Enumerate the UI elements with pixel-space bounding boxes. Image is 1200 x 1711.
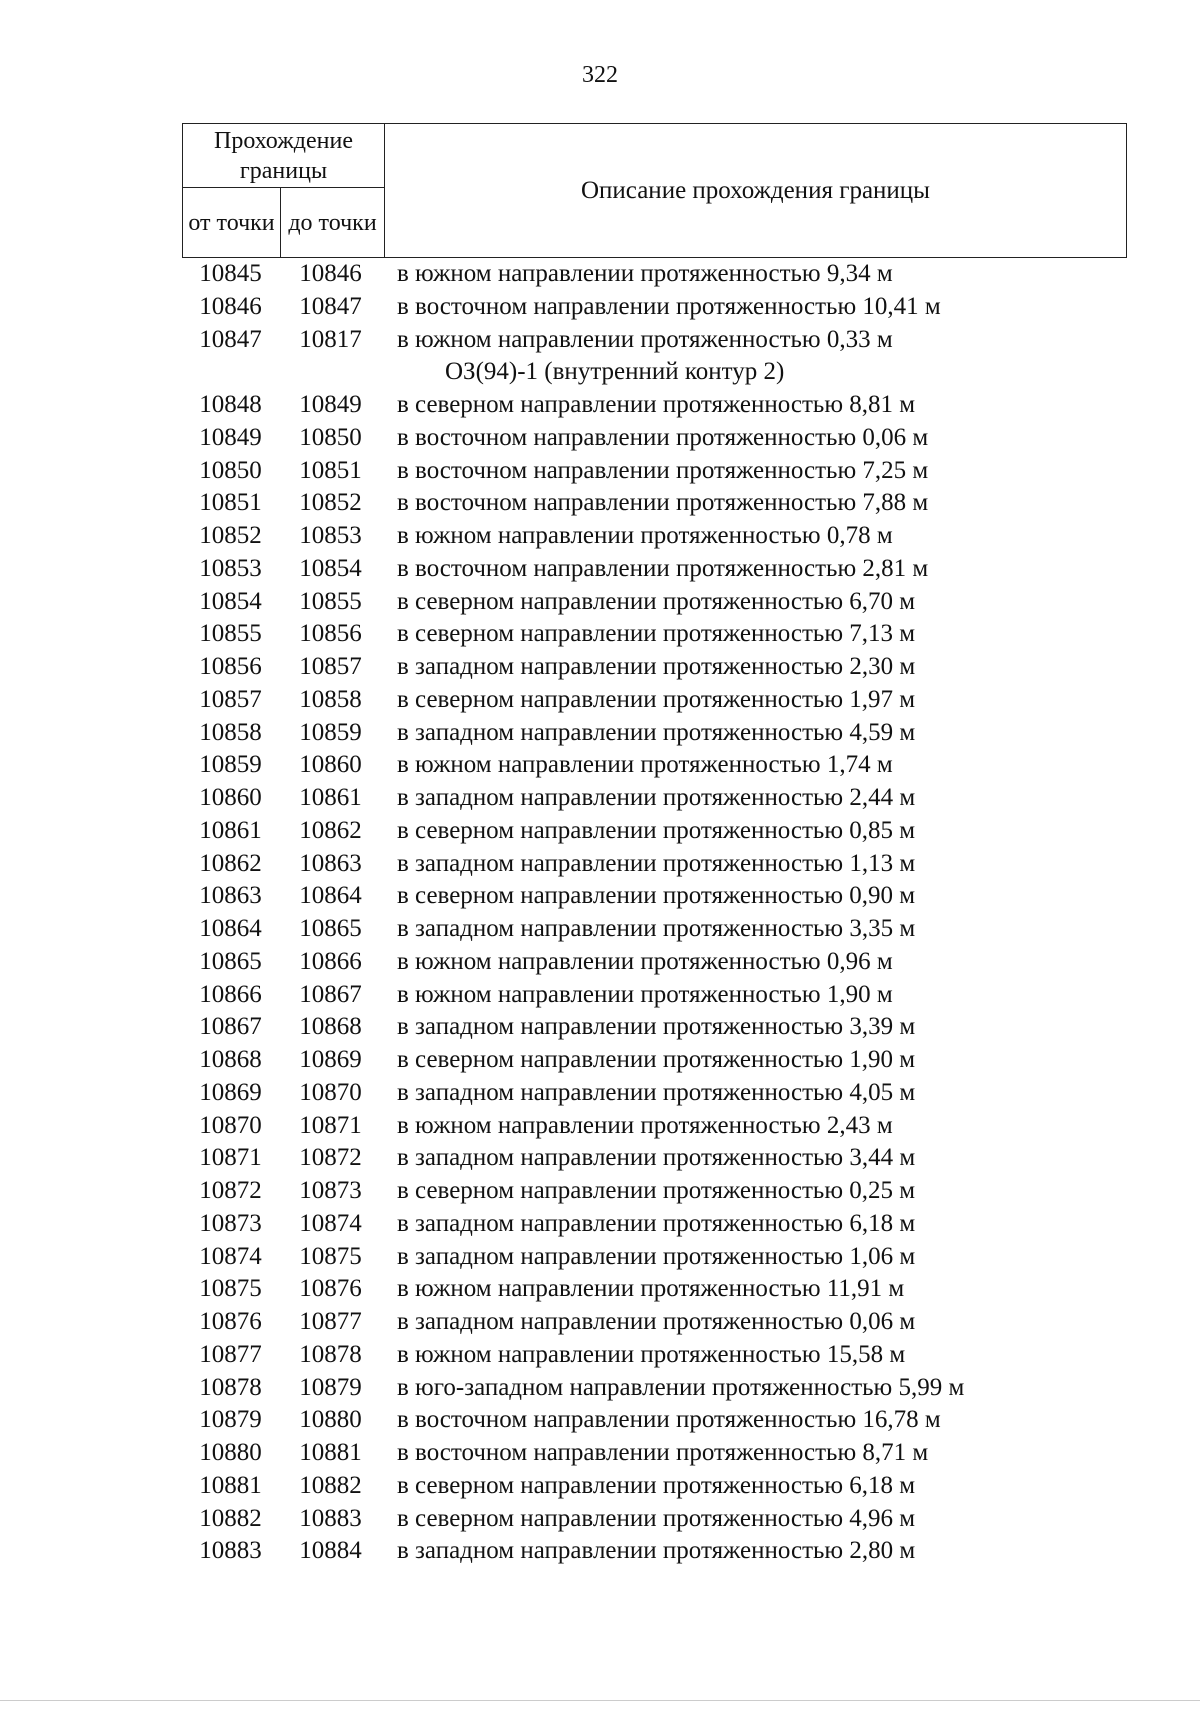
cell-from: 10872	[199, 1177, 262, 1204]
table-row	[182, 520, 1082, 553]
cell-from: 10851	[199, 489, 262, 517]
table-row	[182, 1372, 1082, 1405]
cell-to: 10875	[299, 1242, 362, 1270]
cell-to: 10856	[299, 620, 362, 648]
cell-to: 10866	[299, 947, 362, 975]
cell-description: в восточном направлении протяженностью 0,06 м	[397, 423, 929, 451]
table-row	[182, 553, 1082, 586]
cell-to: 10864	[299, 882, 362, 910]
table-row	[182, 815, 1082, 848]
table-row	[182, 389, 1082, 422]
table-row	[182, 1404, 1082, 1437]
cell-to: 10884	[299, 1537, 362, 1565]
cell-from: 10859	[199, 751, 262, 779]
cell-to: 10874	[299, 1209, 362, 1237]
cell-to: 10867	[299, 980, 362, 1008]
table-row	[182, 782, 1082, 815]
table-row	[182, 979, 1082, 1012]
cell-description: в южном направлении протяженностью 9,34 м	[397, 260, 893, 287]
header-from-label: от точки	[183, 188, 281, 258]
cell-to: 10871	[299, 1111, 362, 1139]
table-row	[182, 1077, 1082, 1110]
cell-from: 10853	[199, 554, 262, 582]
cell-from: 10858	[199, 718, 262, 746]
cell-from: 10868	[199, 1046, 262, 1073]
cell-to: 10868	[299, 1013, 362, 1041]
cell-from: 10881	[199, 1471, 262, 1499]
cell-to: 10851	[299, 456, 362, 484]
cell-description: в северном направлении протяженностью 6,70 м	[397, 587, 916, 615]
cell-description: в западном направлении протяженностью 6,18 м	[397, 1209, 916, 1237]
cell-from: 10848	[199, 391, 262, 418]
cell-description: в южном направлении протяженностью 15,58 м	[397, 1340, 906, 1368]
table-row	[182, 324, 1082, 357]
cell-to: 10883	[299, 1504, 362, 1532]
cell-description: в северном направлении протяженностью 0,25 м	[397, 1177, 916, 1204]
cell-from: 10849	[199, 423, 262, 451]
cell-to: 10869	[299, 1046, 362, 1073]
cell-description: в южном направлении протяженностью 0,96 м	[397, 947, 893, 975]
cell-from: 10862	[199, 849, 262, 877]
cell-from: 10845	[199, 260, 262, 287]
cell-description: в южном направлении протяженностью 11,91 м	[397, 1275, 905, 1303]
cell-description: в северном направлении протяженностью 0,90 м	[397, 882, 916, 910]
cell-from: 10846	[199, 292, 262, 320]
cell-from: 10880	[199, 1439, 262, 1466]
cell-description: в восточном направлении протяженностью 7,88 м	[397, 489, 929, 517]
cell-from: 10863	[199, 882, 262, 910]
cell-to: 10879	[299, 1373, 362, 1401]
page-bottom-rule	[0, 1700, 1200, 1701]
cell-to: 10881	[299, 1439, 362, 1466]
cell-description: в южном направлении протяженностью 1,74 м	[397, 751, 893, 779]
header-description-label: Описание прохождения границы	[385, 124, 1127, 258]
cell-description: в западном направлении протяженностью 4,59 м	[397, 718, 916, 746]
table-row	[182, 618, 1082, 651]
cell-to: 10853	[299, 522, 362, 549]
cell-description: в восточном направлении протяженностью 16,78 м	[397, 1406, 941, 1434]
cell-to: 10855	[299, 587, 362, 615]
cell-to: 10817	[299, 325, 362, 353]
cell-description: в северном направлении протяженностью 8,81 м	[397, 391, 916, 418]
table-row	[182, 291, 1082, 324]
cell-to: 10863	[299, 849, 362, 877]
cell-description: в западном направлении протяженностью 2,44 м	[397, 784, 916, 811]
table-row	[182, 651, 1082, 684]
cell-from: 10871	[199, 1144, 262, 1172]
table-row	[182, 880, 1082, 913]
cell-description: в западном направлении протяженностью 4,05 м	[397, 1078, 916, 1106]
cell-from: 10857	[199, 685, 262, 713]
cell-from: 10856	[199, 653, 262, 680]
cell-to: 10860	[299, 751, 362, 779]
header-to-label: до точки	[281, 188, 385, 258]
cell-description: в западном направлении протяженностью 2,30 м	[397, 653, 916, 680]
table-row	[182, 1011, 1082, 1044]
cell-description: в южном направлении протяженностью 0,33 м	[397, 325, 893, 353]
cell-from: 10866	[199, 980, 262, 1008]
cell-from: 10865	[199, 947, 262, 975]
cell-to: 10878	[299, 1340, 362, 1368]
table-row	[182, 1110, 1082, 1143]
cell-description: в западном направлении протяженностью 3,39 м	[397, 1013, 916, 1041]
cell-description: в западном направлении протяженностью 1,06 м	[397, 1242, 916, 1270]
cell-from: 10877	[199, 1340, 262, 1368]
table-row	[182, 487, 1082, 520]
cell-to: 10846	[299, 260, 362, 287]
table-row	[182, 1535, 1082, 1568]
cell-from: 10882	[199, 1504, 262, 1532]
cell-from: 10852	[199, 522, 262, 549]
cell-description: в северном направлении протяженностью 0,85 м	[397, 816, 916, 844]
table-row	[182, 1208, 1082, 1241]
cell-to: 10876	[299, 1275, 362, 1303]
page-number: 322	[582, 62, 618, 88]
cell-description: в северном направлении протяженностью 6,18 м	[397, 1471, 916, 1499]
cell-description: в западном направлении протяженностью 3,44 м	[397, 1144, 916, 1172]
cell-description: в западном направлении протяженностью 0,06 м	[397, 1308, 916, 1335]
cell-description: в восточном направлении протяженностью 7,25 м	[397, 456, 929, 484]
table-header	[182, 123, 1127, 258]
table-row	[182, 258, 1082, 291]
table-row	[182, 717, 1082, 750]
cell-from: 10847	[199, 325, 262, 353]
table-row	[182, 1339, 1082, 1372]
cell-to: 10862	[299, 816, 362, 844]
cell-from: 10860	[199, 784, 262, 811]
table-row	[182, 455, 1082, 488]
table-row	[182, 1142, 1082, 1175]
cell-to: 10880	[299, 1406, 362, 1434]
table-row	[182, 946, 1082, 979]
cell-to: 10872	[299, 1144, 362, 1172]
cell-description: в западном направлении протяженностью 3,35 м	[397, 915, 916, 942]
cell-from: 10879	[199, 1406, 262, 1434]
table-row	[182, 1044, 1082, 1077]
cell-from: 10875	[199, 1275, 262, 1303]
cell-description: в северном направлении протяженностью 7,13 м	[397, 620, 916, 648]
cell-from: 10878	[199, 1373, 262, 1401]
table-row	[182, 1470, 1082, 1503]
cell-to: 10847	[299, 292, 362, 320]
header-group-label: Прохождение границы	[183, 124, 385, 188]
table-row	[182, 1306, 1082, 1339]
cell-description: в восточном направлении протяженностью 8,71 м	[397, 1439, 929, 1466]
cell-description: в западном направлении протяженностью 2,80 м	[397, 1537, 916, 1565]
cell-to: 10857	[299, 653, 362, 680]
cell-description: в западном направлении протяженностью 1,13 м	[397, 849, 916, 877]
table-row	[182, 1273, 1082, 1306]
cell-from: 10870	[199, 1111, 262, 1139]
table-body	[182, 258, 1082, 1568]
cell-description: в южном направлении протяженностью 1,90 м	[397, 980, 893, 1008]
table-row	[182, 1175, 1082, 1208]
table-row	[182, 586, 1082, 619]
table-row	[182, 684, 1082, 717]
cell-to: 10849	[299, 391, 362, 418]
cell-from: 10855	[199, 620, 262, 648]
cell-from: 10864	[199, 915, 262, 942]
cell-from: 10867	[199, 1013, 262, 1041]
table-row	[182, 1437, 1082, 1470]
cell-description: в восточном направлении протяженностью 2,81 м	[397, 554, 929, 582]
cell-from: 10854	[199, 587, 262, 615]
section-title: ОЗ(94)-1 (внутренний контур 2)	[445, 358, 785, 386]
cell-from: 10873	[199, 1209, 262, 1237]
cell-to: 10882	[299, 1471, 362, 1499]
cell-from: 10874	[199, 1242, 262, 1270]
table-row	[182, 848, 1082, 881]
cell-to: 10850	[299, 423, 362, 451]
cell-to: 10861	[299, 784, 362, 811]
cell-description: в восточном направлении протяженностью 10,41 м	[397, 292, 941, 320]
cell-to: 10854	[299, 554, 362, 582]
cell-to: 10877	[299, 1308, 362, 1335]
cell-description: в юго-западном направлении протяженностью 5,99 м	[397, 1373, 965, 1401]
table-row	[182, 913, 1082, 946]
cell-to: 10870	[299, 1078, 362, 1106]
cell-from: 10861	[199, 816, 262, 844]
cell-from: 10850	[199, 456, 262, 484]
cell-to: 10873	[299, 1177, 362, 1204]
table-row	[182, 422, 1082, 455]
cell-description: в южном направлении протяженностью 0,78 м	[397, 522, 893, 549]
cell-description: в северном направлении протяженностью 4,96 м	[397, 1504, 916, 1532]
cell-to: 10859	[299, 718, 362, 746]
table-row	[182, 749, 1082, 782]
cell-to: 10858	[299, 685, 362, 713]
table-row	[182, 1241, 1082, 1274]
cell-description: в северном направлении протяженностью 1,90 м	[397, 1046, 916, 1073]
cell-to: 10852	[299, 489, 362, 517]
cell-from: 10876	[199, 1308, 262, 1335]
cell-from: 10883	[199, 1537, 262, 1565]
table-row	[182, 1503, 1082, 1536]
cell-to: 10865	[299, 915, 362, 942]
cell-description: в южном направлении протяженностью 2,43 м	[397, 1111, 893, 1139]
cell-from: 10869	[199, 1078, 262, 1106]
cell-description: в северном направлении протяженностью 1,97 м	[397, 685, 916, 713]
